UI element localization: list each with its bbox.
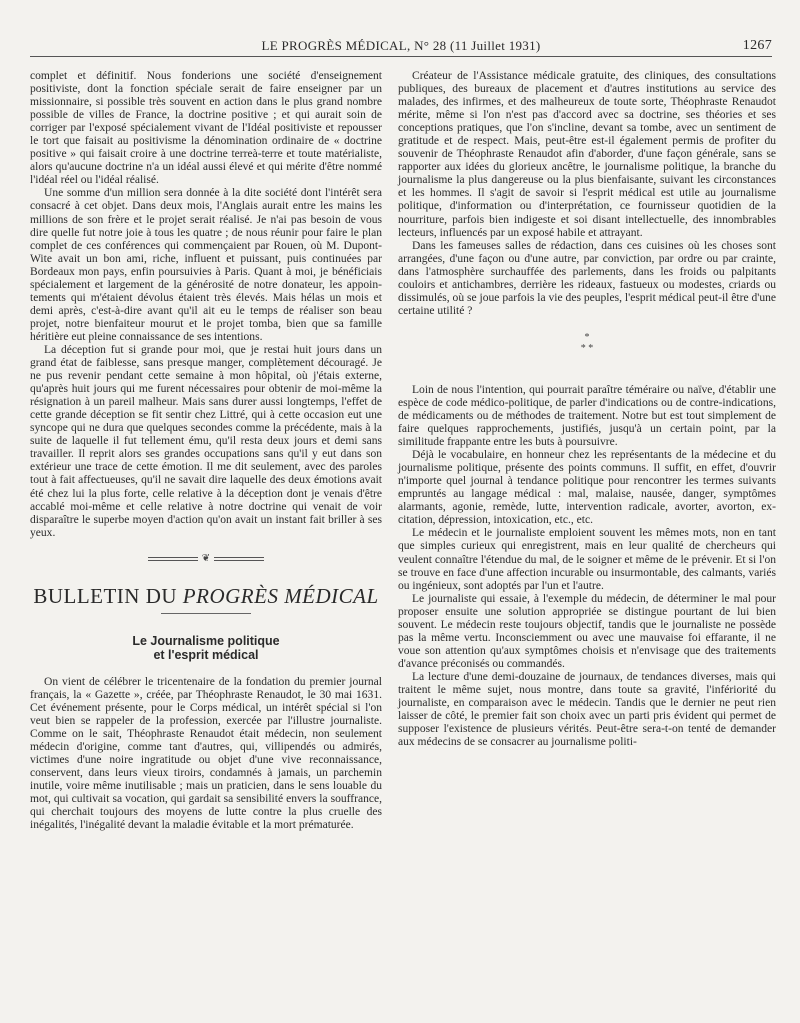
bulletin-heading	[30, 583, 382, 608]
paragraph-deception: La déception fut si grande pour moi, que je restai huit jours dans un grand état de faiblesse, sans presque manger, complètement découragé. Je ne pus revenir pendant cette semaine à mon hôpital, où j'étais externe, qu'après huit jours qui me furent nécessaires pour obtenir de moi-même la résignation à un pareil malheur. Mais sans durer aussi longtemps, l'effet de cette grande déception se fit sentir chez Littré, qui à cette occasion eut une syncope qui ne dura que quelques secondes comme la précédente, mais à la suite de laquelle il fut tellement ému, qu'il resta deux jours et demi sans travailler. Il reprit alors ses grandes occupations sans qu'il y eut dans son extérieur une trace de cette émotion. Il me dit seulement, avec des paroles tout à fait affectueuses, qu'il ne savait dire laquelle des deux émotions avait été chez lui la plus forte, celle relative à la déception dont je venais d'être accablé moi-même et celle relative à notre doctrine qui venait de voir disparaître le superbe moyen d'action qu'on avait un instant fait briller à ses yeux.	[30, 343, 382, 539]
paragraph-lecture: La lecture d'une demi-douzaine de journaux, de tendances diverses, mais qui traitent le même sujet, nous montre, dans toute sa gravité, l'infériorité du journaliste, en comparaison avec le médecin. Tandis que le dernier ne peut rien laisser de côté, le premier fait son choix avec un parti pris évident qui permet de supposer l'existence de plusieurs vérités. Peut-être sera-t-on tenté de demander aux médecins de se consacrer au journalisme politi-	[398, 670, 776, 749]
paragraph-memes-mots: Le médecin et le journaliste emploient souvent les mêmes mots, non en tant que simples curieux qui enregistrent, mais en leur qualité de chercheurs qui veulent connaître l'étendue du mal, de le soigner et même de le prévenir. Et si l'on se trouve en face d'une affection incurable ou insurmontable, des calmants, variés ou ingénieux, sont adoptés par l'un et l'autre.	[398, 527, 776, 592]
article-body-left	[30, 676, 382, 833]
paragraph-donation: Une somme d'un million sera donnée à la dite société dont l'intérêt sera consacré à cet objet. Dans deux mois, l'Anglais aurait entre les mains les millions de son frère et le projet serait réalisé. Je n'ai pas besoin de vous dire quelle fut notre joie à tous les quatre ; de nous réunir pour faire le plan complet de ces conférences qui commençaient par Rouen, où M. Dupont-Wite avait un bon ami, riche, influent et puissant, puis continuées par Bordeaux mon pays, enfin poursuivies à Paris. Quant à moi, je bénéficiais spécialement et largement de la générosité de notre donateur, les appointements qui m'étaient dévolus étaient très élevés. Mais hélas un mois et demi après, c'est-à-dire avant qu'il ait eu le temps de réaliser son beau projet, notre bienfaiteur mourut et le projet tomba, bien que sa famille héritière eut pleine connaissance de ses intentions.	[30, 187, 382, 343]
paragraph-journaliste: Le journaliste qui essaie, à l'exemple du médecin, de déterminer le mal pour proposer ensuite une solution appropriée se distingue pourtant de lui bien souvent. Le médecin reste toujours objectif, tandis que le journaliste ne possède pas la même vertu. Inconsciemment ou avec une mauvaise foi effarante, il ne voue son attention qu'aux symptômes choisis et n'envisage que des traitements d'avance préconisés ou commandés.	[398, 592, 776, 670]
bulletin-journal-name: PROGRÈS MÉDICAL	[182, 583, 379, 608]
paragraph-continued: complet et définitif. Nous fonderions une société d'enseignement positiviste, dont la fonction spéciale serait de faire enseigner par un missionnaire, si possible très souvent en action dans le plus grand nombre possible de villes de France, la doctrine positive ; et qui aurait soin de corriger par l'exposé spécialement vivant de l'Idéal positiviste et repousser le tort que faisait au positivisme la dénomination ordinaire de « doctrine positive » qui faisait croire à une doctrine terreà-terre et toute matérialiste, alors qu'aucune doctrine n'a un idéal aussi élevé et qui mérite d'être nommé l'idéal réel ou l'idéal réalisé.	[30, 70, 382, 187]
separator-ornament: ❦	[198, 553, 214, 564]
bulletin-prefix: BULLETIN DU	[33, 583, 178, 608]
article-title	[30, 634, 382, 662]
asterism-top: *	[584, 331, 590, 343]
section-separator	[30, 552, 382, 562]
paragraph-vocabulaire: Déjà le vocabulaire, en honneur chez les représentants de la médecine et du journalisme politique, présente des points communs. Il suffit, en effet, d'ouvrir n'importe quel journal à tendance politique pour rencontrer les termes suivants empruntés au langage médical : mal, malaise, nausée, danger, symptômes alarmants, agonie, remède, lutte, intervention radicale, avorter, avorton, excitation, dépression, intoxication, etc., etc.	[398, 449, 776, 527]
article-title-line-1: Le Journalisme politique	[132, 633, 280, 648]
right-column	[398, 70, 776, 749]
paragraph-intention: Loin de nous l'intention, qui pourrait paraître téméraire ou naïve, d'établir une espèce de code médico-politique, de parler d'indications ou de contre-indications, de médicaments ou de méthodes de traitement. Notre but est tout simplement de faire quelques rapprochements, justifiés, jusqu'à un certain point, par la similitude frappante entre les buts à poursuivre.	[398, 383, 776, 449]
asterism-bottom: * *	[580, 342, 594, 354]
left-column	[30, 70, 382, 832]
paragraph-tricentenaire: On vient de célébrer le tricentenaire de la fondation du premier journal français, la « Gazette », créée, par Théophraste Renaudot, le 30 mai 1631. Cet événement présente, pour le Corps médical, un intérêt spécial si l'on veut bien se rappeler de la profession, exercée par l'illustre journaliste. Comme on le sait, Théophraste Renaudot était médecin, non seulement médecin d'origine, comme tant d'autres, qui, villipendés ou admirés, victimes d'une noire ingratitude ou objet d'une vive reconnaissance, conservent, dans leurs vieux tiroirs, condamnés à jamais, un parchemin inutile, voire même inutilisable ; mais un praticien, dans le sens louable du mot, qui cultivait sa vocation, qui gardait sa sensibilité envers la souffrance, qui cherchait toujours des moyens de lutte contre la plus cruelle des inégalités, l'inégalité devant la maladie évitable et la mort prématurée.	[30, 675, 382, 832]
heading-rule	[161, 613, 251, 614]
paragraph-salles-redaction: Dans les fameuses salles de rédaction, dans ces cuisines où les choses sont arrangées, d'une façon ou d'une autre, par conviction, par ordre ou par crainte, dans l'atmosphère surchauffée des parlements, dans les froids ou palpitants couloirs et antichambres, derrière les rideaux, fastueux ou modestes, criards ou dissimulés, où se joue parfois la vie des peuples, l'esprit médical peut-il être d'une certaine utilité ?	[398, 239, 776, 317]
asterism	[398, 332, 776, 354]
journal-title: LE PROGRÈS MÉDICAL, N° 28 (11 Juillet 1931)	[261, 38, 541, 53]
paragraph-renaudot: Créateur de l'Assistance médicale gratuite, des cliniques, des consultations publiques, des bureaux de placement et d'autres institutions au service des malades, des infirmes, et des malheureux de toute sorte, Théophraste Renaudot mérite, même si l'on n'est pas d'accord avec sa doctrine, ses théories et ses conceptions pratiques, que l'on s'incline, devant sa tombe, avec un sentiment de gratitude et de respect. Mais, peut-être est-il également permis de profiter du souvenir de Théophraste Renaudot afin d'aborder, d'une façon générale, sans se rapporter aux idées du glorieux ancêtre, le journalisme politique, la branche du journalisme la plus dangereuse ou la plus bienfaisante, suivant les circonstances et les hommes. Il s'agit de savoir si l'esprit médical est utile au journalisme politique, d'information ou d'interprétation, ce fournisseur quotidien de la nourriture, parfois bien indigeste et soi disant intellectuelle, des innombrables lecteurs, influencés par un exposé habile et attrayant.	[398, 70, 776, 239]
page-number: 1267	[742, 38, 772, 53]
running-header	[30, 36, 772, 57]
article-title-line-2: et l'esprit médical	[153, 647, 259, 662]
